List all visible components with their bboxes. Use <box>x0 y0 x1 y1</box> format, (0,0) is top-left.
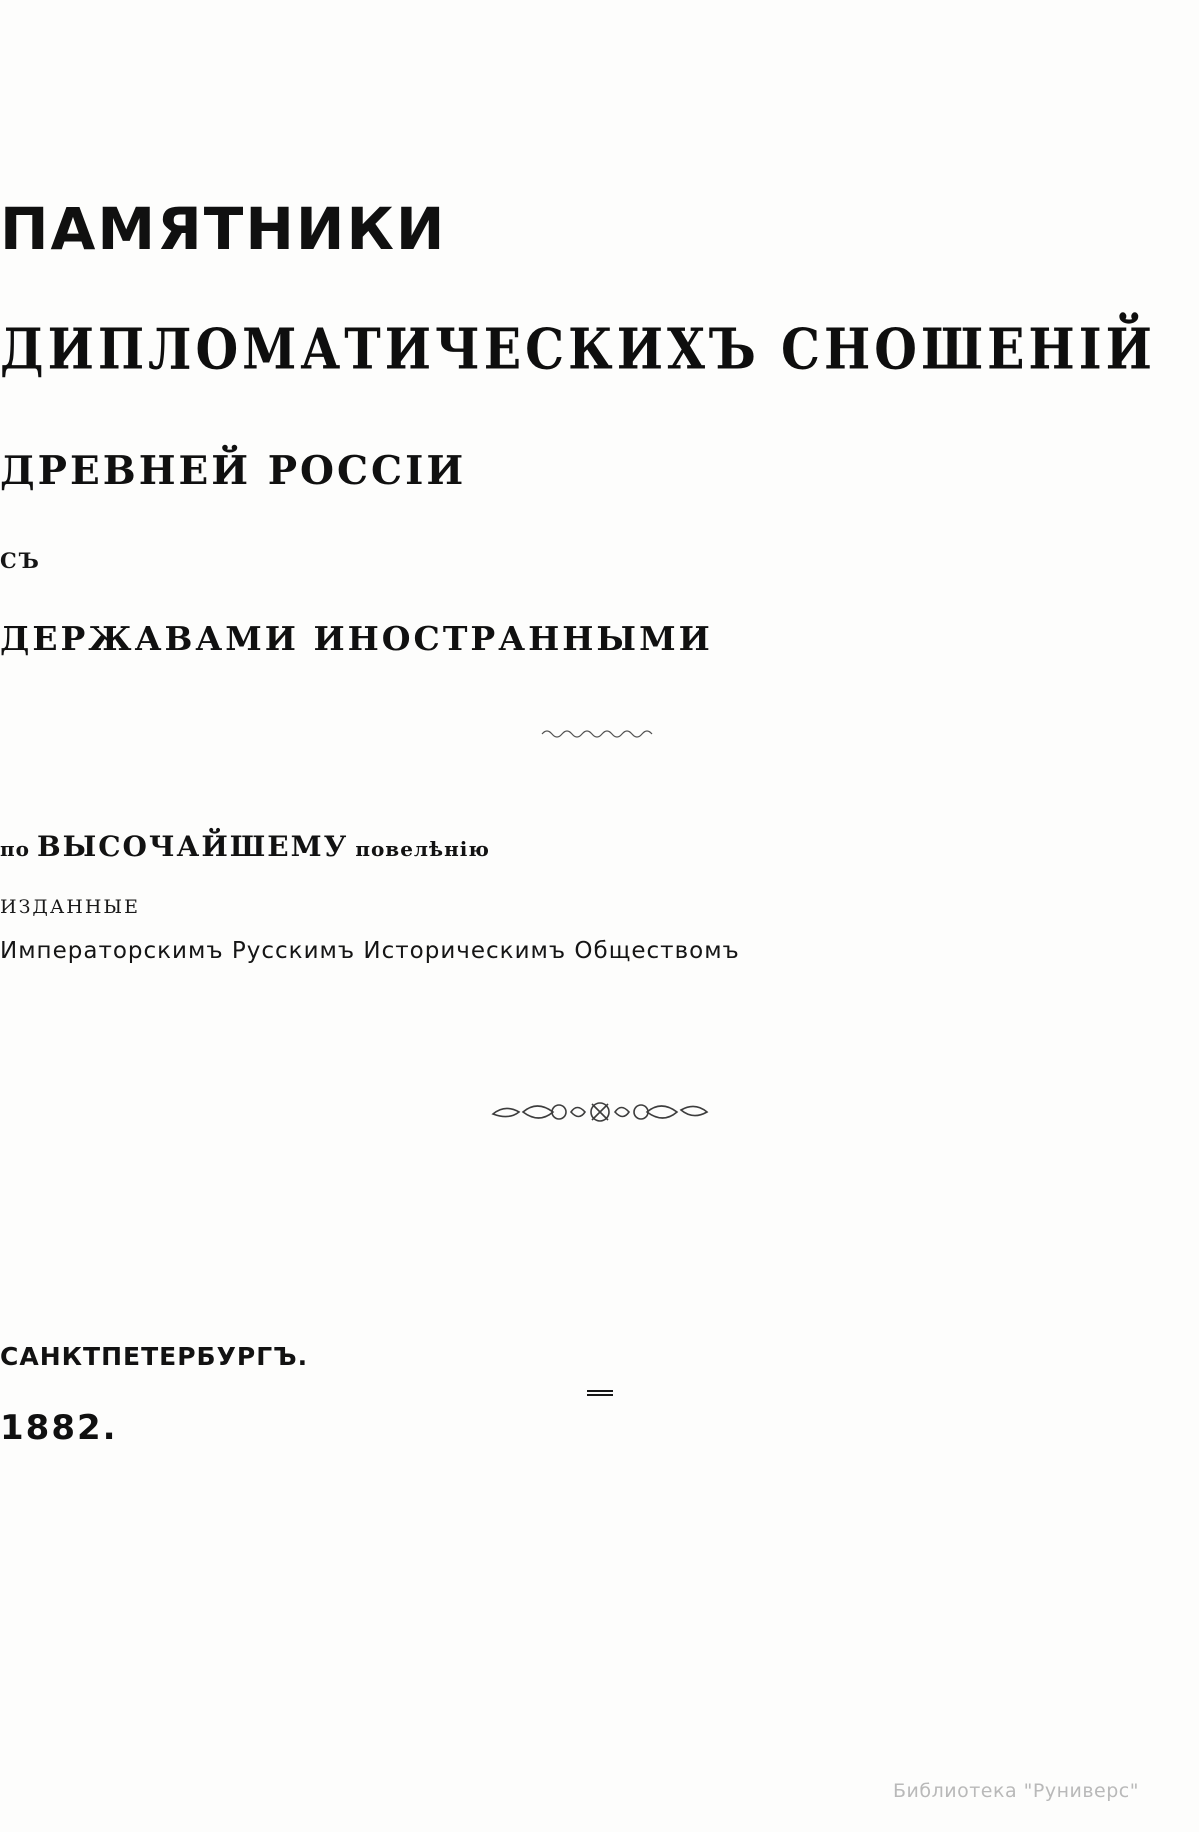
publisher-society: Императорскимъ Русскимъ Историческимъ Обществомъ <box>0 938 740 964</box>
page-title: ПАМЯТНИКИ <box>0 195 447 263</box>
conjunction-with: СЪ <box>0 548 41 573</box>
publication-year: 1882. <box>0 1408 118 1448</box>
subtitle-ancient-russia: ДРЕВНЕЙ РОССIИ <box>0 448 467 494</box>
short-divider-icon <box>587 1390 613 1397</box>
city-name: САНКТПЕТЕРБУРГЪ. <box>0 1342 309 1371</box>
decree-suffix: повелѣнiю <box>355 837 490 861</box>
library-watermark: Библиотека "Руниверс" <box>893 1780 1139 1802</box>
decree-main: ВЫСОЧАЙШЕМУ <box>36 830 349 863</box>
wavy-divider-icon <box>540 726 660 740</box>
floral-ornament-icon <box>485 1092 715 1132</box>
subtitle-foreign-powers: ДЕРЖАВАМИ ИНОСТРАННЫМИ <box>0 619 713 658</box>
decree-line <box>0 830 1199 863</box>
subtitle-diplomatic-relations: ДИПЛОМАТИЧЕСКИХЪ СНОШЕНIЙ <box>0 315 1156 383</box>
published-label: ИЗДАННЫЕ <box>0 896 140 918</box>
decree-prefix: по <box>0 837 30 861</box>
